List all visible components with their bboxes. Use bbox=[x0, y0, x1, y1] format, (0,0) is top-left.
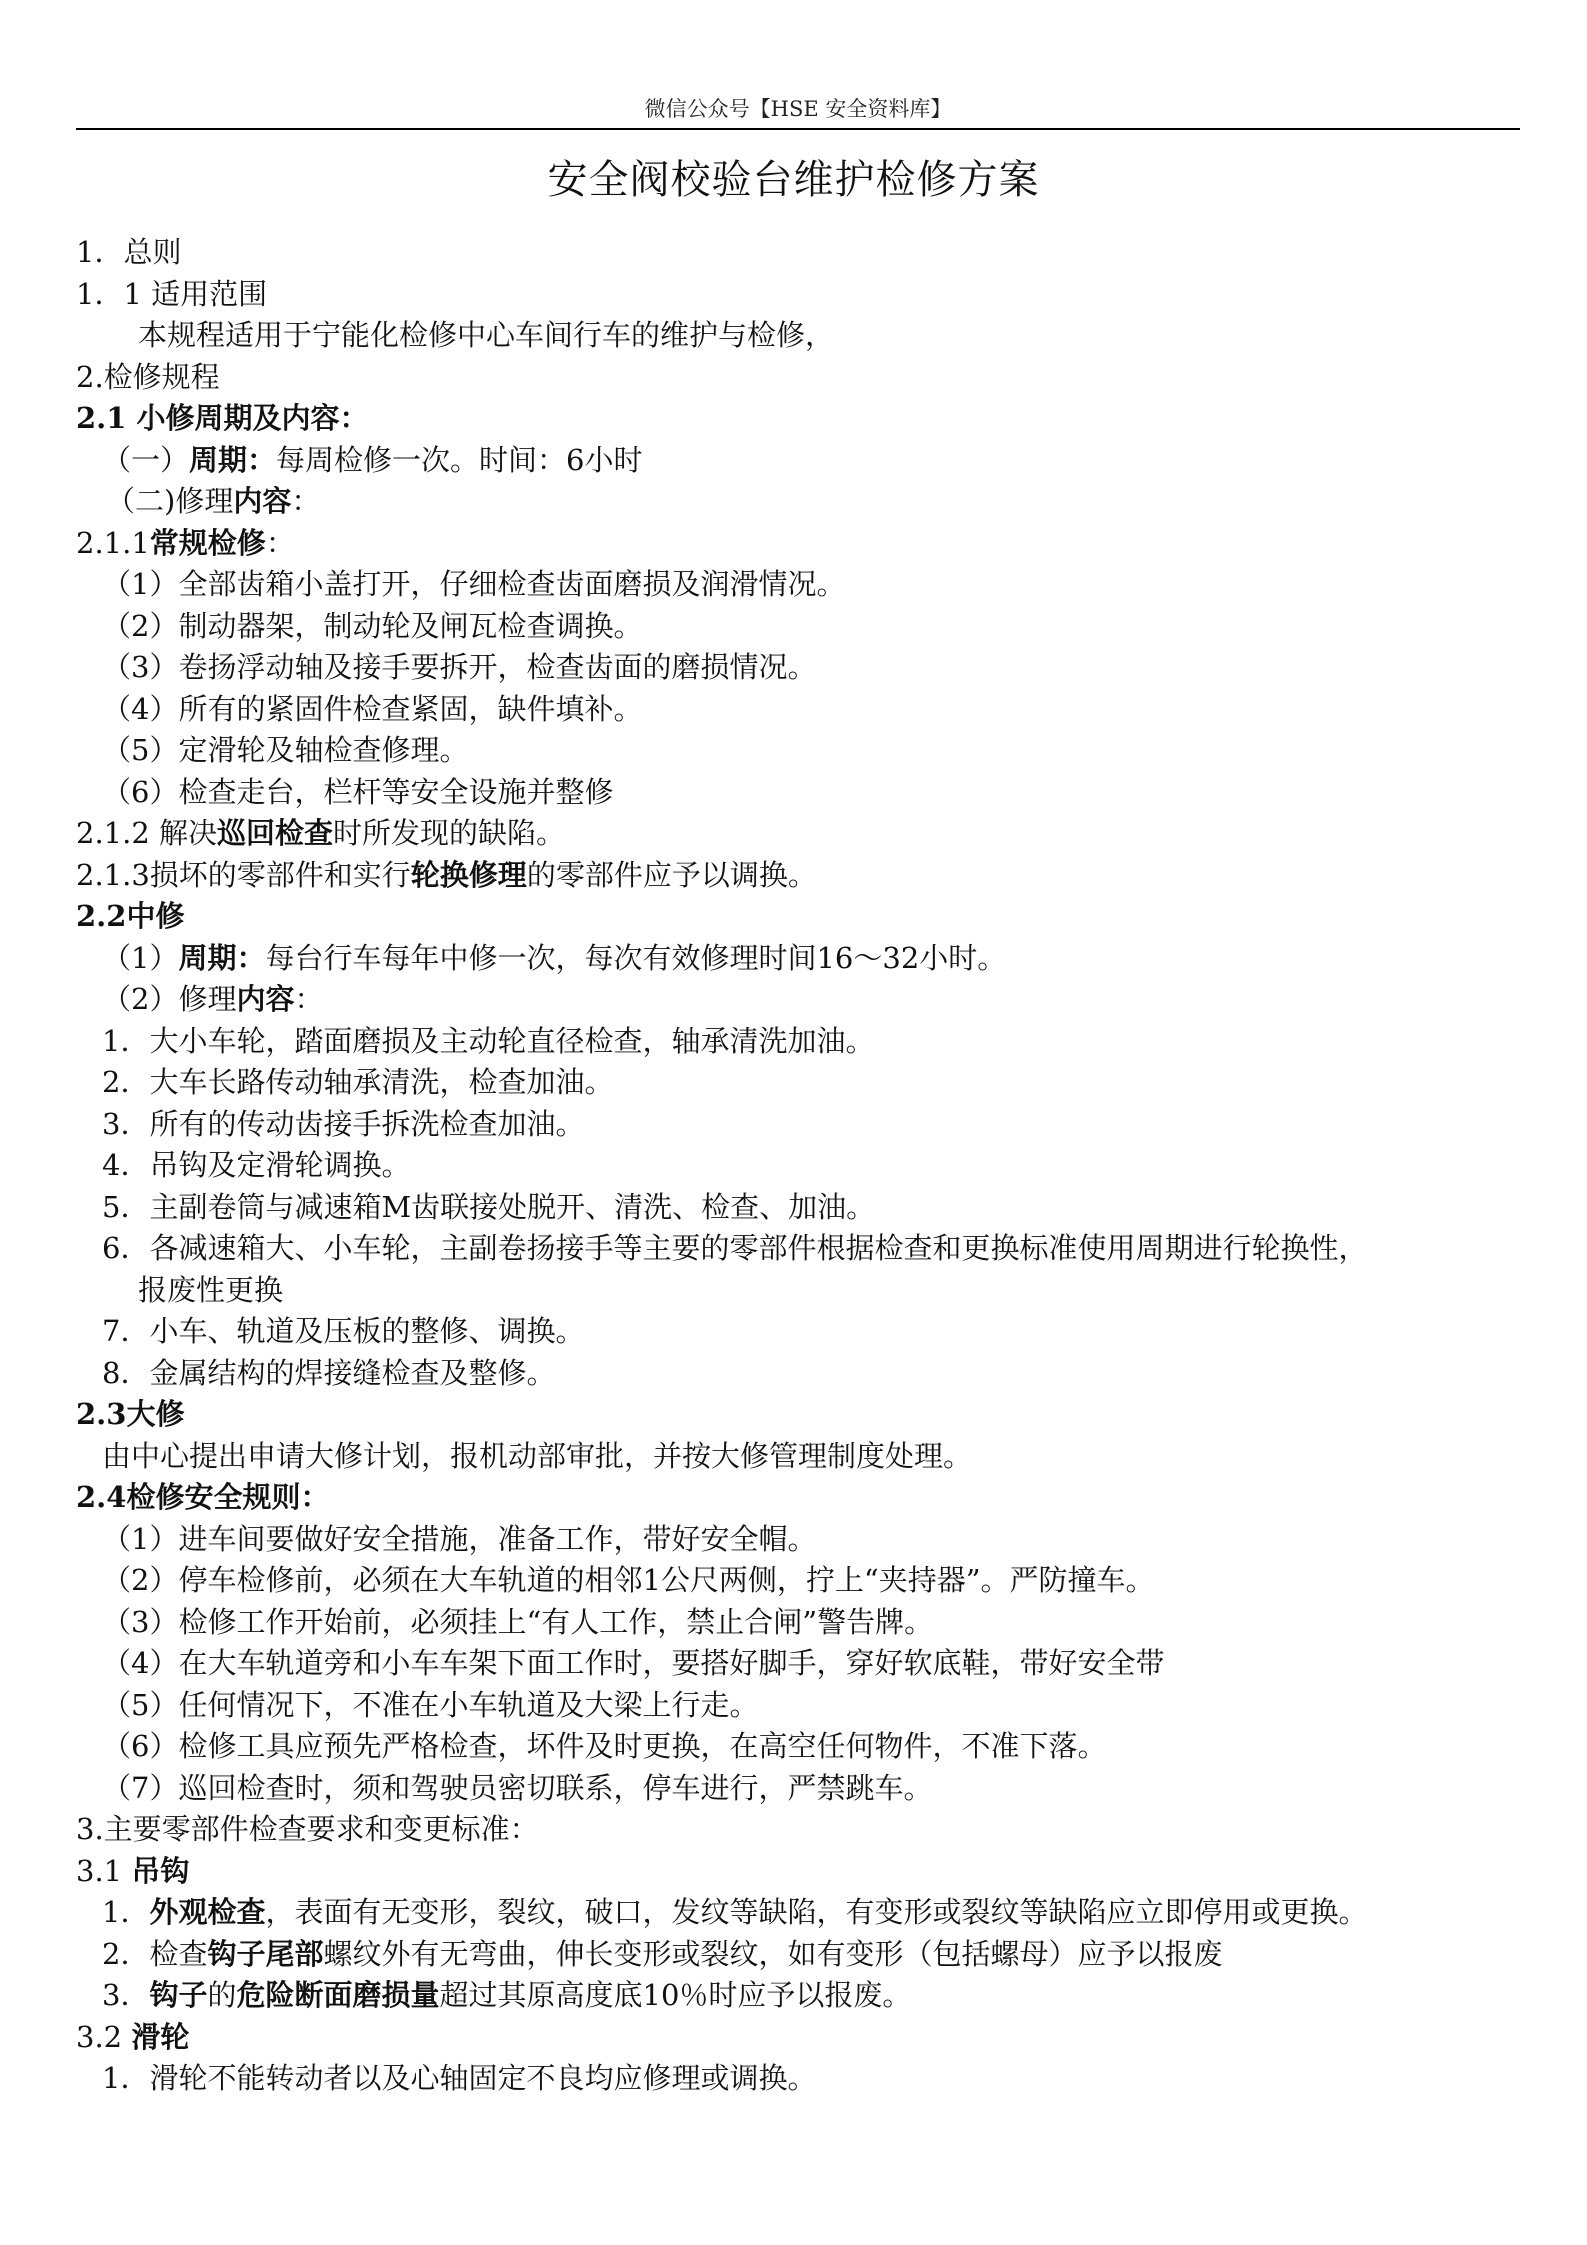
list-item bbox=[76, 1975, 1520, 2017]
subsection-heading bbox=[76, 523, 1520, 565]
text-span: 2．检查 bbox=[102, 1936, 208, 1971]
text-span: 3． bbox=[102, 1978, 150, 2012]
subsection-heading bbox=[76, 813, 1520, 855]
list-item: （6）检查走台，栏杆等安全设施并整修 bbox=[102, 774, 614, 809]
text-span: 2.1.3损坏的零部件和实行 bbox=[76, 857, 411, 892]
bold-text: 内容 bbox=[236, 982, 295, 1016]
list-item: （3）卷扬浮动轴及接手要拆开，检查齿面的磨损情况。 bbox=[102, 650, 817, 684]
bold-text: 内容 bbox=[233, 484, 292, 518]
list-item: 1．滑轮不能转动者以及心轴固定不良均应修理或调换。 bbox=[102, 2061, 817, 2095]
document-body bbox=[76, 232, 1520, 2100]
text-span: 1． bbox=[102, 1895, 150, 1929]
list-item: 1．大小车轮，踏面磨损及主动轮直径检查，轴承清洗加油。 bbox=[102, 1023, 875, 1058]
subsection-heading bbox=[76, 2017, 1520, 2059]
paragraph bbox=[76, 481, 1520, 523]
text-span: （2）修理 bbox=[102, 982, 237, 1016]
bold-text: 周期： bbox=[189, 442, 277, 477]
text-span: 螺纹外有无弯曲，伸长变形或裂纹，如有变形（包括螺母）应予以报废 bbox=[323, 1936, 1223, 1971]
bold-text: 危险断面磨损量 bbox=[236, 1978, 440, 2012]
list-item: （5）定滑轮及轴检查修理。 bbox=[102, 733, 469, 767]
text-span: （二)修理 bbox=[106, 484, 234, 518]
bold-text: 钩子尾部 bbox=[207, 1936, 324, 1971]
list-item: （1）全部齿箱小盖打开，仔细检查齿面磨损及润滑情况。 bbox=[102, 567, 846, 601]
paragraph bbox=[76, 440, 1520, 482]
list-item: （4）所有的紧固件检查紧固，缺件填补。 bbox=[102, 691, 643, 726]
bold-text: 2.2中修 bbox=[76, 899, 185, 933]
text-span: ： bbox=[265, 525, 295, 560]
paragraph: 由中心提出申请大修计划，报机动部审批，并按大修管理制度处理。 bbox=[102, 1438, 973, 1473]
list-item: （7）巡回检查时，须和驾驶员密切联系，停车进行，严禁跳车。 bbox=[102, 1770, 933, 1805]
list-item: （3）检修工作开始前，必须挂上“有人工作，禁止合闸”警告牌。 bbox=[102, 1604, 934, 1639]
subsection-heading: 1．1 适用范围 bbox=[76, 276, 268, 311]
list-item: 7．小车、轨道及压板的整修、调换。 bbox=[102, 1314, 585, 1348]
list-item: （6）检修工具应预先严格检查，坏件及时更换，在高空任何物件，不准下落。 bbox=[102, 1729, 1107, 1763]
list-item: 5．主副卷筒与减速箱M齿联接处脱开、清洗、检查、加油。 bbox=[102, 1189, 876, 1224]
bold-text: 2.1 小修周期及内容： bbox=[76, 401, 369, 435]
list-item bbox=[76, 1934, 1520, 1976]
list-item-continuation: 报废性更换 bbox=[138, 1272, 284, 1307]
text-span: 的零部件应予以调换。 bbox=[526, 857, 817, 892]
text-span: （一） bbox=[102, 442, 190, 477]
subsection-heading bbox=[76, 1851, 1520, 1893]
bold-text: 巡回检查 bbox=[217, 816, 334, 850]
list-item: 8．金属结构的焊接缝检查及整修。 bbox=[102, 1355, 556, 1390]
text-span: 每台行车每年中修一次，每次有效修理时间16～32小时。 bbox=[265, 940, 1007, 975]
document-title: 安全阀校验台维护检修方案 bbox=[547, 157, 1040, 203]
subsection-heading bbox=[76, 855, 1520, 897]
section-heading: 3.主要零部件检查要求和变更标准： bbox=[76, 1812, 539, 1846]
section-heading: 1．总则 bbox=[76, 235, 182, 269]
text-span: （1） bbox=[102, 940, 179, 975]
list-item: 2．大车长路传动轴承清洗，检查加油。 bbox=[102, 1065, 614, 1099]
bold-text: 吊钩 bbox=[131, 1853, 190, 1888]
text-span: ，表面有无变形，裂纹，破口，发纹等缺陷，有变形或裂纹等缺陷应立即停用或更换。 bbox=[265, 1895, 1368, 1929]
text-span: 超过其原高度底10％时应予以报废。 bbox=[439, 1978, 912, 2012]
list-item: （4）在大车轨道旁和小车车架下面工作时，要搭好脚手，穿好软底鞋，带好安全带 bbox=[102, 1646, 1165, 1680]
bold-text: 轮换修理 bbox=[410, 857, 527, 892]
header-text: 微信公众号【HSE 安全资料库】 bbox=[644, 97, 952, 121]
list-item: （1）进车间要做好安全措施，准备工作，带好安全帽。 bbox=[102, 1521, 817, 1556]
bold-text: 常规检修 bbox=[149, 525, 266, 560]
list-item: 3．所有的传动齿接手拆洗检查加油。 bbox=[102, 1106, 585, 1141]
section-heading: 2.检修规程 bbox=[76, 359, 220, 394]
list-item: （5）任何情况下，不准在小车轨道及大梁上行走。 bbox=[102, 1687, 759, 1722]
list-item bbox=[76, 1892, 1520, 1934]
text-span: 的 bbox=[207, 1978, 237, 2012]
text-span: 2.1.1 bbox=[76, 525, 150, 560]
subsection-heading bbox=[76, 896, 1520, 938]
text-span: 时所发现的缺陷。 bbox=[333, 816, 566, 850]
bold-text: 2.3大修 bbox=[76, 1397, 185, 1431]
list-item bbox=[76, 979, 1520, 1021]
subsection-heading bbox=[76, 1394, 1520, 1436]
list-item: 6．各减速箱大、小车轮，主副卷扬接手等主要的零部件根据检查和更换标准使用周期进行轮换性， bbox=[102, 1231, 1368, 1265]
bold-text: 2.4检修安全规则： bbox=[76, 1480, 330, 1514]
text-span: 3.2 bbox=[76, 2019, 132, 2054]
list-item: （2）停车检修前，必须在大车轨道的相邻1公尺两侧，拧上“夹持器”。严防撞车。 bbox=[102, 1563, 1155, 1597]
text-span: ： bbox=[294, 982, 324, 1016]
text-span: ： bbox=[291, 484, 321, 518]
subsection-heading bbox=[76, 1477, 1520, 1519]
bold-text: 滑轮 bbox=[131, 2019, 190, 2054]
text-span: 2.1.2 解决 bbox=[76, 816, 218, 850]
list-item bbox=[76, 938, 1520, 980]
text-span: 每周检修一次。时间：6小时 bbox=[276, 442, 643, 477]
text-span: 3.1 bbox=[76, 1853, 132, 1888]
paragraph: 本规程适用于宁能化检修中心车间行车的维护与检修， bbox=[138, 318, 835, 352]
list-item: （2）制动器架，制动轮及闸瓦检查调换。 bbox=[102, 608, 643, 643]
page-header bbox=[76, 90, 1520, 130]
bold-text: 外观检查 bbox=[149, 1895, 266, 1929]
bold-text: 钩子 bbox=[149, 1978, 208, 2012]
subsection-heading bbox=[76, 398, 1520, 440]
list-item: 4．吊钩及定滑轮调换。 bbox=[102, 1148, 411, 1182]
bold-text: 周期： bbox=[178, 940, 266, 975]
